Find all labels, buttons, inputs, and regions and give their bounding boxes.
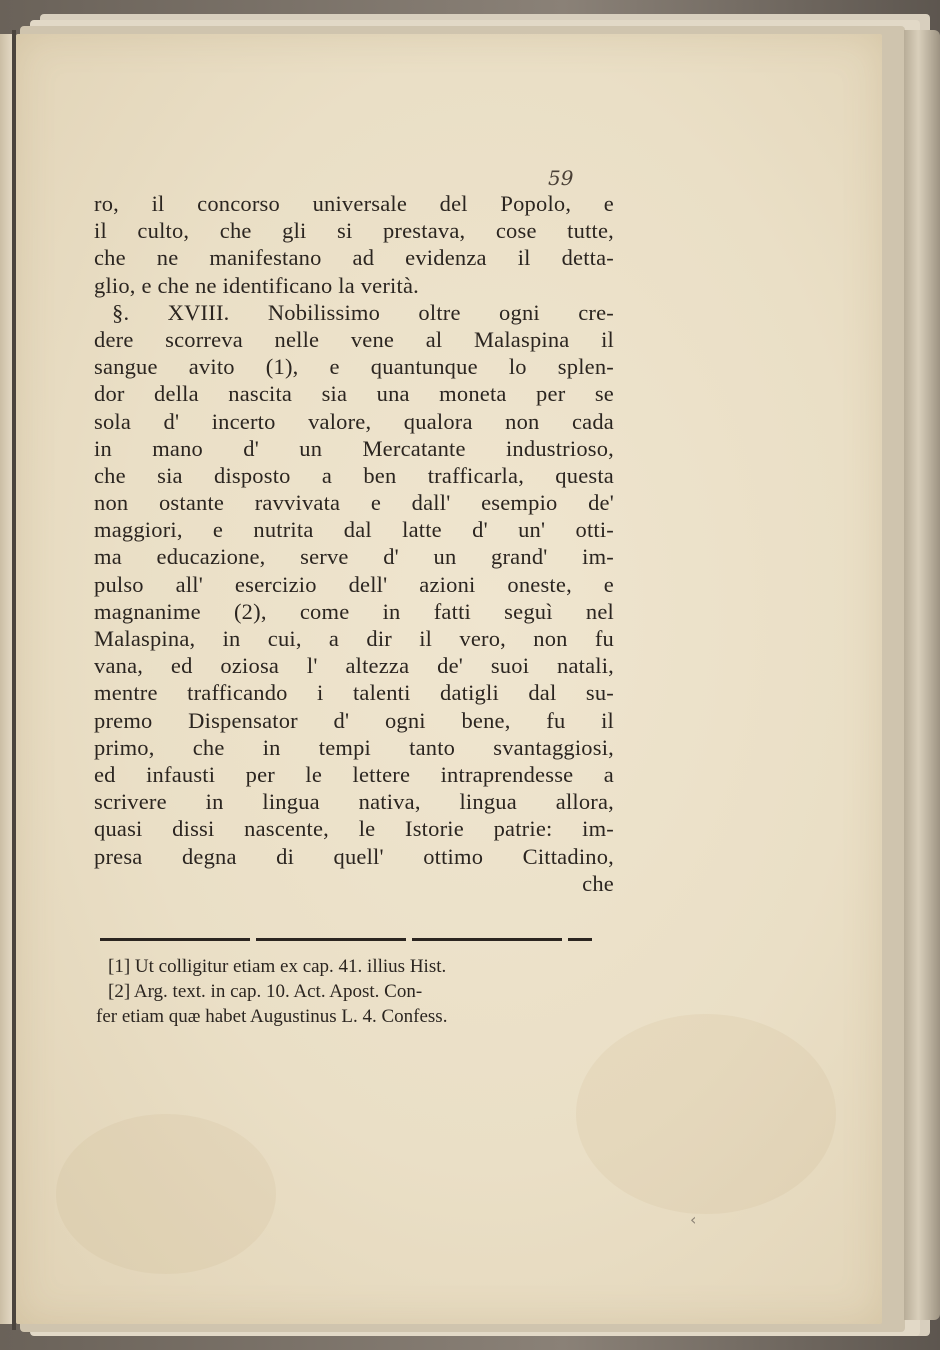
paper-stain <box>576 1014 836 1214</box>
page-number: 59 <box>548 166 574 190</box>
text-line: in mano d' un Mercatante industrioso, <box>94 435 614 461</box>
paper-stain <box>56 1114 276 1274</box>
text-line: dere scorreva nelle vene al Malaspina il <box>94 326 614 352</box>
text-line: sangue avito (1), e quantunque lo splen- <box>94 354 614 380</box>
text-line: Malaspina, in cui, a dir il vero, non fu <box>94 626 614 651</box>
text-line: ro, il concorso universale del Popolo, e <box>94 191 614 216</box>
text-line: glio, e che ne identificano la verità. <box>94 272 419 298</box>
text-line: ed infausti per le lettere intraprendesse a <box>94 761 614 787</box>
text-line: dor della nascita sia una moneta per se <box>94 381 614 407</box>
body-text <box>94 190 614 897</box>
text-line: ma educazione, serve d' un grand' im- <box>94 544 614 570</box>
text-line: presa degna di quell' ottimo Cittadino, <box>94 843 614 869</box>
footnote-rule <box>100 938 592 941</box>
book-binding-edge <box>904 30 940 1320</box>
text-line: non ostante ravvivata e dall' esempio de' <box>94 490 614 516</box>
text-line: premo Dispensator d' ogni bene, fu il <box>94 707 614 733</box>
page-gutter <box>12 30 16 1330</box>
footnote-2: [2] Arg. text. in cap. 10. Act. Apost. Con- <box>108 981 423 1002</box>
text-line: quasi dissi nascente, le Istorie patrie: im- <box>94 816 614 842</box>
catchword: che <box>582 870 614 896</box>
text-line: magnanime (2), come in fatti seguì nel <box>94 598 614 624</box>
text-line: che ne manifestano ad evidenza il detta- <box>94 245 614 271</box>
footnote-1: [1] Ut colligitur etiam ex cap. 41. illius Hist. <box>108 956 447 977</box>
footnotes <box>96 954 598 1029</box>
pencil-mark: ‹ <box>690 1210 697 1229</box>
footnote-2-continuation: fer etiam quæ habet Augustinus L. 4. Confess. <box>96 1006 448 1027</box>
text-line: primo, che in tempi tanto svantaggiosi, <box>94 734 614 760</box>
text-line: che sia disposto a ben trafficarla, questa <box>94 462 614 488</box>
text-line: scrivere in lingua nativa, lingua allora, <box>94 789 614 815</box>
text-line: maggiori, e nutrita dal latte d' un' otti- <box>94 517 614 543</box>
section-heading-line: §. XVIII. Nobilissimo oltre ogni cre- <box>112 299 614 325</box>
text-line: il culto, che gli si prestava, cose tutte, <box>94 218 614 244</box>
text-line: mentre trafficando i talenti datigli dal su- <box>94 680 614 706</box>
text-line: sola d' incerto valore, qualora non cada <box>94 408 614 434</box>
text-line: pulso all' esercizio dell' azioni oneste, e <box>94 571 614 597</box>
text-line: vana, ed oziosa l' altezza de' suoi natali, <box>94 653 614 679</box>
